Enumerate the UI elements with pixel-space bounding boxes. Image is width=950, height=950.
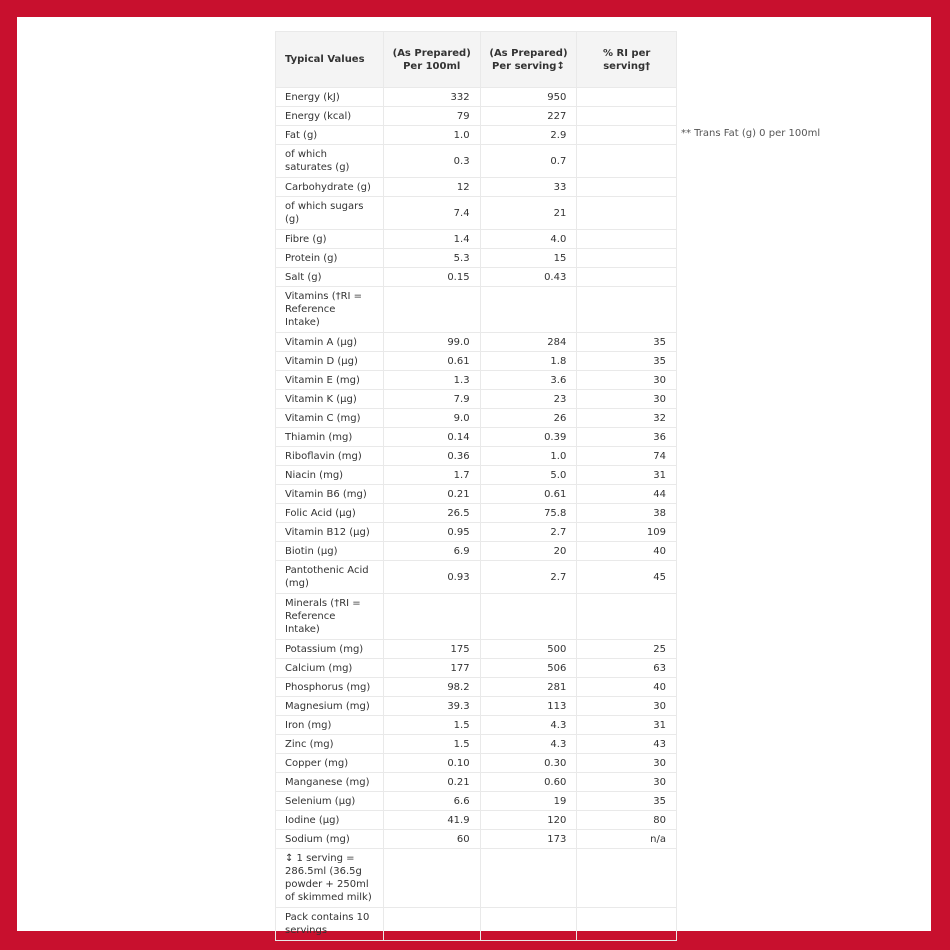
nutrient-label: Magnesium (mg) (276, 697, 384, 716)
nutrient-label: of which sugars (g) (276, 197, 384, 230)
nutrient-label: Niacin (mg) (276, 466, 384, 485)
per-100ml-value: 332 (383, 88, 480, 107)
per-serving-value: 21 (480, 197, 577, 230)
table-row (276, 849, 677, 908)
ri-percent-value (577, 145, 677, 178)
ri-percent-value: 43 (577, 735, 677, 754)
ri-percent-value (577, 126, 677, 145)
per-serving-value: 20 (480, 542, 577, 561)
nutrient-label: Vitamin K (µg) (276, 390, 384, 409)
table-row (276, 561, 677, 594)
per-100ml-value: 12 (383, 178, 480, 197)
table-row (276, 249, 677, 268)
nutrient-label: Iron (mg) (276, 716, 384, 735)
table-row (276, 197, 677, 230)
table-row (276, 640, 677, 659)
table-row (276, 523, 677, 542)
per-serving-value: 950 (480, 88, 577, 107)
per-serving-value: 1.8 (480, 352, 577, 371)
table-row (276, 485, 677, 504)
ri-percent-value: 36 (577, 428, 677, 447)
per-serving-value: 75.8 (480, 504, 577, 523)
nutrition-table (275, 31, 677, 941)
table-row (276, 88, 677, 107)
table-row (276, 287, 677, 333)
per-serving-value: 2.9 (480, 126, 577, 145)
per-100ml-value (383, 908, 480, 941)
per-100ml-value: 1.3 (383, 371, 480, 390)
per-serving-value: 284 (480, 333, 577, 352)
ri-percent-value: 30 (577, 773, 677, 792)
nutrient-label: Pantothenic Acid (mg) (276, 561, 384, 594)
per-serving-value: 506 (480, 659, 577, 678)
per-serving-value: 4.3 (480, 716, 577, 735)
table-row (276, 754, 677, 773)
per-serving-value: 1.0 (480, 447, 577, 466)
nutrient-label: Iodine (µg) (276, 811, 384, 830)
per-100ml-value: 0.21 (383, 773, 480, 792)
per-100ml-value: 41.9 (383, 811, 480, 830)
ri-percent-value: 40 (577, 678, 677, 697)
per-serving-value: 19 (480, 792, 577, 811)
nutrient-label: Zinc (mg) (276, 735, 384, 754)
per-serving-value: 33 (480, 178, 577, 197)
table-row (276, 594, 677, 640)
ri-percent-value: 109 (577, 523, 677, 542)
nutrient-label: Vitamin B6 (mg) (276, 485, 384, 504)
table-row (276, 447, 677, 466)
per-serving-value: 0.43 (480, 268, 577, 287)
table-row (276, 792, 677, 811)
per-100ml-value: 9.0 (383, 409, 480, 428)
table-row (276, 178, 677, 197)
ri-percent-value: 31 (577, 716, 677, 735)
table-row (276, 466, 677, 485)
ri-percent-value (577, 178, 677, 197)
table-row (276, 678, 677, 697)
per-serving-value: 5.0 (480, 466, 577, 485)
per-serving-value: 0.61 (480, 485, 577, 504)
table-row (276, 352, 677, 371)
table-row (276, 371, 677, 390)
nutrient-label: of which saturates (g) (276, 145, 384, 178)
ri-percent-value: n/a (577, 830, 677, 849)
per-100ml-value: 0.95 (383, 523, 480, 542)
nutrient-label: Fat (g) (276, 126, 384, 145)
ri-percent-value: 74 (577, 447, 677, 466)
nutrient-label: Sodium (mg) (276, 830, 384, 849)
ri-percent-value: 63 (577, 659, 677, 678)
per-100ml-value: 99.0 (383, 333, 480, 352)
per-100ml-value: 79 (383, 107, 480, 126)
per-100ml-value: 7.9 (383, 390, 480, 409)
per-100ml-value: 0.21 (383, 485, 480, 504)
per-serving-value: 4.3 (480, 735, 577, 754)
per-serving-value: 26 (480, 409, 577, 428)
per-serving-value: 0.7 (480, 145, 577, 178)
per-100ml-value: 175 (383, 640, 480, 659)
per-serving-value: 500 (480, 640, 577, 659)
ri-percent-value: 30 (577, 697, 677, 716)
per-100ml-value: 0.3 (383, 145, 480, 178)
per-serving-value: 173 (480, 830, 577, 849)
table-row (276, 542, 677, 561)
ri-percent-value: 35 (577, 333, 677, 352)
nutrient-label: Vitamin C (mg) (276, 409, 384, 428)
ri-percent-value: 25 (577, 640, 677, 659)
per-100ml-value: 0.15 (383, 268, 480, 287)
ri-percent-value (577, 594, 677, 640)
table-row (276, 659, 677, 678)
table-row (276, 230, 677, 249)
per-100ml-value: 39.3 (383, 697, 480, 716)
ri-percent-value: 32 (577, 409, 677, 428)
per-100ml-value: 0.93 (383, 561, 480, 594)
per-serving-value: 113 (480, 697, 577, 716)
ri-percent-value: 35 (577, 792, 677, 811)
per-100ml-value: 0.36 (383, 447, 480, 466)
nutrient-label: Biotin (µg) (276, 542, 384, 561)
trans-fat-note: ** Trans Fat (g) 0 per 100ml (681, 128, 821, 139)
per-100ml-value: 1.4 (383, 230, 480, 249)
per-100ml-value: 26.5 (383, 504, 480, 523)
nutrient-label: Thiamin (mg) (276, 428, 384, 447)
nutrient-label: Salt (g) (276, 268, 384, 287)
per-serving-value: 23 (480, 390, 577, 409)
per-serving-value: 0.30 (480, 754, 577, 773)
per-serving-value: 0.39 (480, 428, 577, 447)
ri-percent-value (577, 230, 677, 249)
ri-percent-value (577, 107, 677, 126)
ri-percent-value (577, 908, 677, 941)
per-100ml-value (383, 594, 480, 640)
nutrient-label: Selenium (µg) (276, 792, 384, 811)
per-100ml-value: 177 (383, 659, 480, 678)
nutrient-label: Vitamin B12 (µg) (276, 523, 384, 542)
table-row (276, 908, 677, 941)
header-ri-per-serving: % RI per serving† (577, 32, 677, 88)
nutrient-label: Energy (kJ) (276, 88, 384, 107)
nutrient-label: Potassium (mg) (276, 640, 384, 659)
per-100ml-value: 6.9 (383, 542, 480, 561)
ri-percent-value: 44 (577, 485, 677, 504)
per-100ml-value: 7.4 (383, 197, 480, 230)
per-100ml-value: 5.3 (383, 249, 480, 268)
per-100ml-value (383, 849, 480, 908)
per-100ml-value: 60 (383, 830, 480, 849)
table-row (276, 107, 677, 126)
nutrient-label: Vitamin E (mg) (276, 371, 384, 390)
per-serving-value: 227 (480, 107, 577, 126)
ri-percent-value (577, 268, 677, 287)
table-row (276, 268, 677, 287)
per-serving-value (480, 287, 577, 333)
header-per-serving: (As Prepared) Per serving↕ (480, 32, 577, 88)
ri-percent-value (577, 249, 677, 268)
nutrient-label: Phosphorus (mg) (276, 678, 384, 697)
per-100ml-value: 1.5 (383, 716, 480, 735)
per-100ml-value (383, 287, 480, 333)
ri-percent-value: 35 (577, 352, 677, 371)
nutrient-label: Minerals (†RI = Reference Intake) (276, 594, 384, 640)
per-serving-value: 3.6 (480, 371, 577, 390)
per-serving-value (480, 908, 577, 941)
nutrient-label: Calcium (mg) (276, 659, 384, 678)
per-100ml-value: 0.10 (383, 754, 480, 773)
nutrition-table-header (276, 32, 677, 88)
table-row (276, 830, 677, 849)
per-serving-value: 2.7 (480, 561, 577, 594)
header-per-100ml: (As Prepared) Per 100ml (383, 32, 480, 88)
table-row (276, 428, 677, 447)
ri-percent-value (577, 197, 677, 230)
per-100ml-value: 1.7 (383, 466, 480, 485)
ri-percent-value (577, 849, 677, 908)
table-row (276, 409, 677, 428)
table-row (276, 390, 677, 409)
ri-percent-value: 45 (577, 561, 677, 594)
table-row (276, 811, 677, 830)
table-row (276, 735, 677, 754)
nutrient-label: Riboflavin (mg) (276, 447, 384, 466)
per-100ml-value: 1.5 (383, 735, 480, 754)
per-100ml-value: 0.61 (383, 352, 480, 371)
per-serving-value: 120 (480, 811, 577, 830)
nutrient-label: Protein (g) (276, 249, 384, 268)
per-100ml-value: 6.6 (383, 792, 480, 811)
table-row (276, 773, 677, 792)
nutrient-label: Copper (mg) (276, 754, 384, 773)
per-serving-value: 0.60 (480, 773, 577, 792)
nutrient-label: Pack contains 10 servings (276, 908, 384, 941)
nutrient-label: Vitamin A (µg) (276, 333, 384, 352)
per-serving-value: 2.7 (480, 523, 577, 542)
ri-percent-value: 30 (577, 371, 677, 390)
ri-percent-value: 80 (577, 811, 677, 830)
per-serving-value: 15 (480, 249, 577, 268)
per-100ml-value: 1.0 (383, 126, 480, 145)
per-serving-value (480, 594, 577, 640)
ri-percent-value: 30 (577, 390, 677, 409)
ri-percent-value: 31 (577, 466, 677, 485)
nutrient-label: Vitamins (†RI = Reference Intake) (276, 287, 384, 333)
per-100ml-value: 98.2 (383, 678, 480, 697)
ri-percent-value: 38 (577, 504, 677, 523)
nutrient-label: Fibre (g) (276, 230, 384, 249)
nutrient-label: Energy (kcal) (276, 107, 384, 126)
per-serving-value (480, 849, 577, 908)
ri-percent-value (577, 88, 677, 107)
ri-percent-value: 40 (577, 542, 677, 561)
page-frame (17, 17, 931, 936)
nutrition-table-body (276, 88, 677, 941)
nutrient-label: Folic Acid (µg) (276, 504, 384, 523)
nutrient-label: Manganese (mg) (276, 773, 384, 792)
ri-percent-value (577, 287, 677, 333)
nutrient-label: Vitamin D (µg) (276, 352, 384, 371)
nutrient-label: ↕ 1 serving = 286.5ml (36.5g powder + 250ml of skimmed milk) (276, 849, 384, 908)
table-row (276, 145, 677, 178)
table-row (276, 333, 677, 352)
per-serving-value: 4.0 (480, 230, 577, 249)
per-serving-value: 281 (480, 678, 577, 697)
table-row (276, 504, 677, 523)
nutrient-label: Carbohydrate (g) (276, 178, 384, 197)
per-100ml-value: 0.14 (383, 428, 480, 447)
table-row (276, 697, 677, 716)
ri-percent-value: 30 (577, 754, 677, 773)
header-typical-values: Typical Values (276, 32, 384, 88)
table-row (276, 716, 677, 735)
table-row (276, 126, 677, 145)
